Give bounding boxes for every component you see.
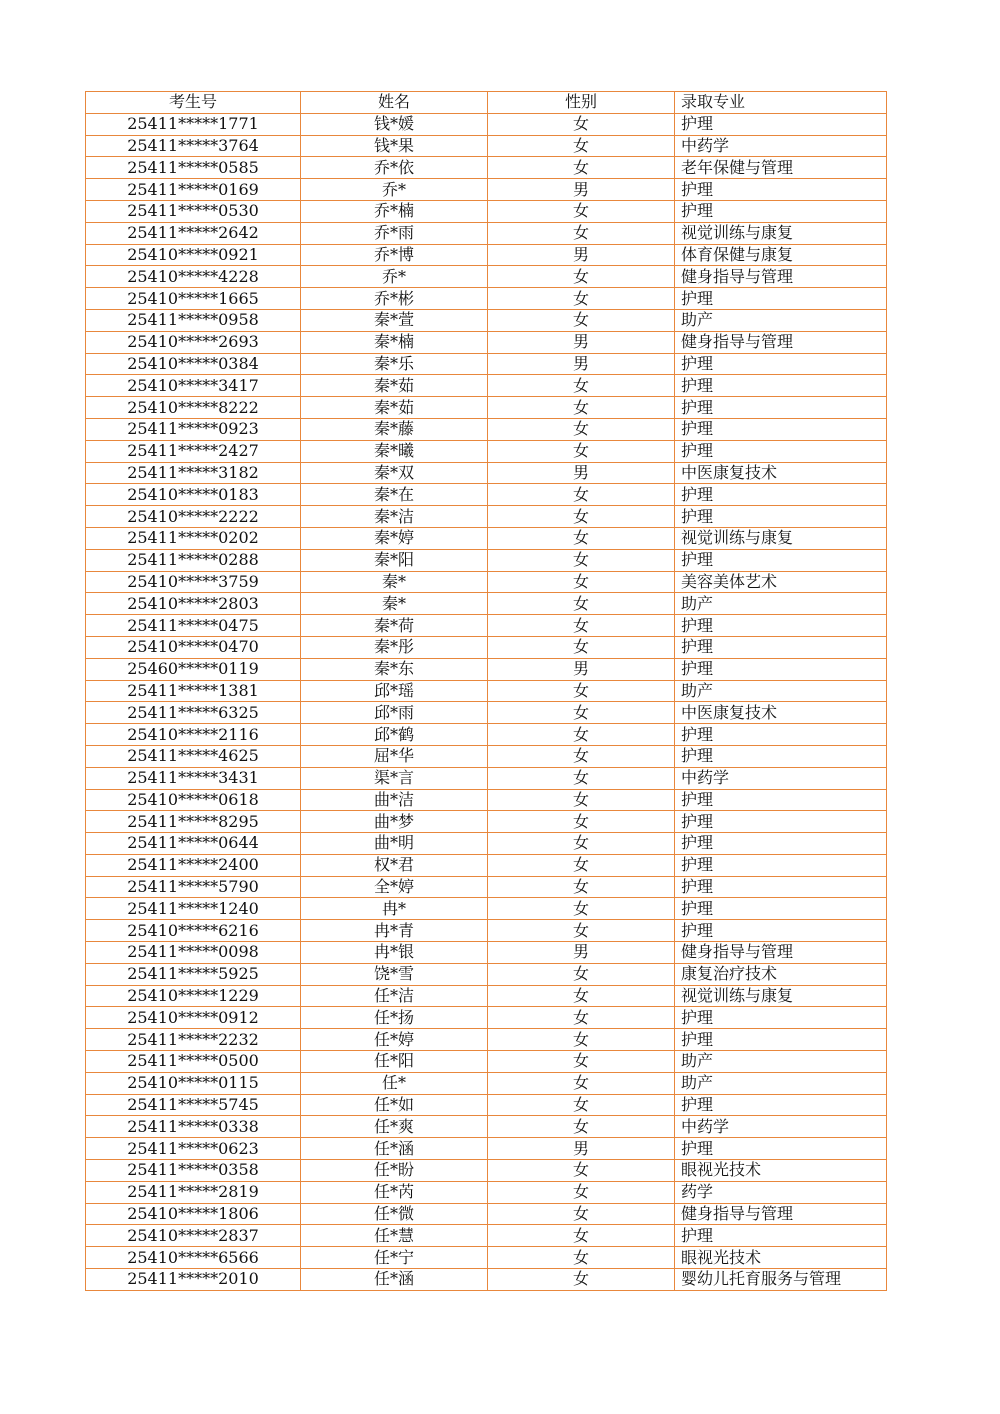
cell-major: 助产 bbox=[675, 680, 887, 702]
cell-exam-number: 25410*****0618 bbox=[86, 789, 301, 811]
cell-exam-number: 25410*****2803 bbox=[86, 593, 301, 615]
cell-name: 秦*东 bbox=[301, 658, 488, 680]
cell-exam-number: 25411*****5790 bbox=[86, 876, 301, 898]
cell-exam-number: 25410*****1665 bbox=[86, 288, 301, 310]
table-row bbox=[86, 1160, 887, 1182]
table-row bbox=[86, 1247, 887, 1269]
table-row bbox=[86, 833, 887, 855]
cell-gender: 女 bbox=[488, 418, 675, 440]
cell-major: 护理 bbox=[675, 113, 887, 135]
table-body bbox=[86, 113, 887, 1290]
cell-major: 护理 bbox=[675, 811, 887, 833]
table-row bbox=[86, 571, 887, 593]
cell-major: 护理 bbox=[675, 288, 887, 310]
cell-major: 中药学 bbox=[675, 135, 887, 157]
cell-major: 助产 bbox=[675, 309, 887, 331]
cell-exam-number: 25410*****6566 bbox=[86, 1247, 301, 1269]
table-row bbox=[86, 658, 887, 680]
table-row bbox=[86, 440, 887, 462]
cell-gender: 男 bbox=[488, 1138, 675, 1160]
cell-name: 任*如 bbox=[301, 1094, 488, 1116]
admission-table bbox=[85, 91, 887, 1291]
table-row bbox=[86, 942, 887, 964]
table-row bbox=[86, 506, 887, 528]
cell-gender: 女 bbox=[488, 506, 675, 528]
table-row bbox=[86, 113, 887, 135]
cell-gender: 女 bbox=[488, 375, 675, 397]
cell-major: 护理 bbox=[675, 1007, 887, 1029]
cell-name: 任*微 bbox=[301, 1203, 488, 1225]
cell-exam-number: 25411*****8295 bbox=[86, 811, 301, 833]
cell-major: 护理 bbox=[675, 440, 887, 462]
cell-exam-number: 25411*****0098 bbox=[86, 942, 301, 964]
table-row bbox=[86, 484, 887, 506]
cell-gender: 女 bbox=[488, 1116, 675, 1138]
table-row bbox=[86, 1051, 887, 1073]
cell-exam-number: 25410*****2116 bbox=[86, 724, 301, 746]
cell-name: 秦*曦 bbox=[301, 440, 488, 462]
table-row bbox=[86, 331, 887, 353]
cell-major: 健身指导与管理 bbox=[675, 1203, 887, 1225]
cell-gender: 女 bbox=[488, 157, 675, 179]
cell-name: 乔* bbox=[301, 266, 488, 288]
cell-major: 视觉训练与康复 bbox=[675, 222, 887, 244]
cell-name: 屈*华 bbox=[301, 745, 488, 767]
cell-gender: 男 bbox=[488, 658, 675, 680]
cell-gender: 女 bbox=[488, 702, 675, 724]
table-row bbox=[86, 309, 887, 331]
cell-gender: 女 bbox=[488, 854, 675, 876]
cell-major: 护理 bbox=[675, 418, 887, 440]
cell-gender: 女 bbox=[488, 549, 675, 571]
table-row bbox=[86, 288, 887, 310]
table-row bbox=[86, 1029, 887, 1051]
cell-name: 任*阳 bbox=[301, 1051, 488, 1073]
cell-name: 乔*雨 bbox=[301, 222, 488, 244]
table-row bbox=[86, 375, 887, 397]
cell-major: 护理 bbox=[675, 1029, 887, 1051]
cell-major: 护理 bbox=[675, 920, 887, 942]
cell-exam-number: 25411*****0475 bbox=[86, 615, 301, 637]
cell-major: 护理 bbox=[675, 1094, 887, 1116]
cell-name: 曲*明 bbox=[301, 833, 488, 855]
cell-exam-number: 25411*****2427 bbox=[86, 440, 301, 462]
cell-name: 任*芮 bbox=[301, 1181, 488, 1203]
cell-gender: 女 bbox=[488, 1160, 675, 1182]
cell-gender: 女 bbox=[488, 1181, 675, 1203]
cell-gender: 女 bbox=[488, 898, 675, 920]
cell-name: 乔*楠 bbox=[301, 200, 488, 222]
cell-name: 钱*媛 bbox=[301, 113, 488, 135]
cell-major: 护理 bbox=[675, 789, 887, 811]
cell-gender: 女 bbox=[488, 288, 675, 310]
header-gender: 性别 bbox=[488, 92, 675, 114]
cell-exam-number: 25411*****0644 bbox=[86, 833, 301, 855]
cell-gender: 女 bbox=[488, 876, 675, 898]
cell-gender: 女 bbox=[488, 789, 675, 811]
cell-gender: 男 bbox=[488, 353, 675, 375]
cell-major: 康复治疗技术 bbox=[675, 963, 887, 985]
cell-major: 护理 bbox=[675, 854, 887, 876]
cell-gender: 女 bbox=[488, 680, 675, 702]
cell-major: 中医康复技术 bbox=[675, 462, 887, 484]
table-row bbox=[86, 1094, 887, 1116]
cell-gender: 女 bbox=[488, 1007, 675, 1029]
table-row bbox=[86, 418, 887, 440]
cell-major: 护理 bbox=[675, 375, 887, 397]
cell-gender: 女 bbox=[488, 222, 675, 244]
cell-gender: 女 bbox=[488, 985, 675, 1007]
cell-gender: 女 bbox=[488, 1269, 675, 1291]
cell-major: 美容美体艺术 bbox=[675, 571, 887, 593]
cell-gender: 女 bbox=[488, 615, 675, 637]
cell-exam-number: 25411*****0500 bbox=[86, 1051, 301, 1073]
cell-exam-number: 25411*****5925 bbox=[86, 963, 301, 985]
cell-name: 全*婷 bbox=[301, 876, 488, 898]
cell-name: 秦*彤 bbox=[301, 636, 488, 658]
cell-gender: 女 bbox=[488, 135, 675, 157]
cell-name: 任*洁 bbox=[301, 985, 488, 1007]
cell-gender: 女 bbox=[488, 266, 675, 288]
cell-gender: 女 bbox=[488, 397, 675, 419]
cell-name: 权*君 bbox=[301, 854, 488, 876]
cell-major: 护理 bbox=[675, 1225, 887, 1247]
cell-major: 老年保健与管理 bbox=[675, 157, 887, 179]
cell-gender: 男 bbox=[488, 942, 675, 964]
cell-major: 护理 bbox=[675, 179, 887, 201]
cell-name: 冉*青 bbox=[301, 920, 488, 942]
table-row bbox=[86, 702, 887, 724]
cell-name: 秦* bbox=[301, 593, 488, 615]
cell-name: 曲*梦 bbox=[301, 811, 488, 833]
cell-exam-number: 25411*****4625 bbox=[86, 745, 301, 767]
cell-exam-number: 25411*****2642 bbox=[86, 222, 301, 244]
cell-name: 秦*萱 bbox=[301, 309, 488, 331]
table-row bbox=[86, 222, 887, 244]
cell-major: 护理 bbox=[675, 353, 887, 375]
table-row bbox=[86, 985, 887, 1007]
cell-exam-number: 25411*****6325 bbox=[86, 702, 301, 724]
cell-major: 眼视光技术 bbox=[675, 1247, 887, 1269]
table-row bbox=[86, 1138, 887, 1160]
cell-name: 任*涵 bbox=[301, 1269, 488, 1291]
table-row bbox=[86, 1116, 887, 1138]
cell-major: 中医康复技术 bbox=[675, 702, 887, 724]
cell-gender: 女 bbox=[488, 1072, 675, 1094]
cell-name: 乔*博 bbox=[301, 244, 488, 266]
cell-name: 冉* bbox=[301, 898, 488, 920]
table-row bbox=[86, 1203, 887, 1225]
cell-name: 饶*雪 bbox=[301, 963, 488, 985]
table-row bbox=[86, 920, 887, 942]
cell-major: 护理 bbox=[675, 397, 887, 419]
cell-gender: 女 bbox=[488, 593, 675, 615]
cell-major: 护理 bbox=[675, 1138, 887, 1160]
cell-major: 护理 bbox=[675, 724, 887, 746]
cell-exam-number: 25411*****0585 bbox=[86, 157, 301, 179]
cell-name: 乔*彬 bbox=[301, 288, 488, 310]
cell-exam-number: 25460*****0119 bbox=[86, 658, 301, 680]
cell-major: 健身指导与管理 bbox=[675, 331, 887, 353]
cell-name: 秦*藤 bbox=[301, 418, 488, 440]
cell-exam-number: 25410*****0384 bbox=[86, 353, 301, 375]
cell-gender: 女 bbox=[488, 724, 675, 746]
cell-gender: 女 bbox=[488, 113, 675, 135]
cell-name: 邱*瑶 bbox=[301, 680, 488, 702]
cell-name: 秦*在 bbox=[301, 484, 488, 506]
cell-exam-number: 25411*****0923 bbox=[86, 418, 301, 440]
header-row bbox=[86, 92, 887, 114]
cell-exam-number: 25410*****0470 bbox=[86, 636, 301, 658]
table-row bbox=[86, 135, 887, 157]
cell-name: 曲*洁 bbox=[301, 789, 488, 811]
cell-exam-number: 25410*****8222 bbox=[86, 397, 301, 419]
cell-exam-number: 25411*****0358 bbox=[86, 1160, 301, 1182]
cell-exam-number: 25410*****0115 bbox=[86, 1072, 301, 1094]
cell-exam-number: 25411*****0288 bbox=[86, 549, 301, 571]
cell-gender: 女 bbox=[488, 1094, 675, 1116]
cell-exam-number: 25411*****0958 bbox=[86, 309, 301, 331]
cell-gender: 女 bbox=[488, 1029, 675, 1051]
cell-major: 护理 bbox=[675, 636, 887, 658]
table-row bbox=[86, 854, 887, 876]
cell-name: 钱*果 bbox=[301, 135, 488, 157]
cell-gender: 女 bbox=[488, 440, 675, 462]
cell-exam-number: 25411*****2010 bbox=[86, 1269, 301, 1291]
cell-major: 助产 bbox=[675, 1051, 887, 1073]
cell-exam-number: 25411*****2819 bbox=[86, 1181, 301, 1203]
cell-name: 任*爽 bbox=[301, 1116, 488, 1138]
table-row bbox=[86, 636, 887, 658]
cell-name: 乔*依 bbox=[301, 157, 488, 179]
cell-exam-number: 25411*****0530 bbox=[86, 200, 301, 222]
cell-exam-number: 25410*****2837 bbox=[86, 1225, 301, 1247]
cell-name: 乔* bbox=[301, 179, 488, 201]
cell-exam-number: 25411*****0338 bbox=[86, 1116, 301, 1138]
table-row bbox=[86, 397, 887, 419]
cell-major: 护理 bbox=[675, 898, 887, 920]
cell-gender: 男 bbox=[488, 462, 675, 484]
cell-major: 药学 bbox=[675, 1181, 887, 1203]
cell-exam-number: 25410*****6216 bbox=[86, 920, 301, 942]
cell-exam-number: 25411*****0623 bbox=[86, 1138, 301, 1160]
cell-name: 秦*乐 bbox=[301, 353, 488, 375]
cell-gender: 女 bbox=[488, 1225, 675, 1247]
table-row bbox=[86, 157, 887, 179]
cell-name: 任*涵 bbox=[301, 1138, 488, 1160]
cell-exam-number: 25410*****1229 bbox=[86, 985, 301, 1007]
header-major: 录取专业 bbox=[675, 92, 887, 114]
cell-major: 护理 bbox=[675, 658, 887, 680]
cell-exam-number: 25410*****2222 bbox=[86, 506, 301, 528]
cell-exam-number: 25410*****3759 bbox=[86, 571, 301, 593]
cell-gender: 女 bbox=[488, 1203, 675, 1225]
cell-name: 冉*银 bbox=[301, 942, 488, 964]
cell-major: 中药学 bbox=[675, 767, 887, 789]
table-row bbox=[86, 767, 887, 789]
cell-gender: 女 bbox=[488, 745, 675, 767]
table-row bbox=[86, 789, 887, 811]
table-row bbox=[86, 963, 887, 985]
table-row bbox=[86, 1072, 887, 1094]
table-row bbox=[86, 266, 887, 288]
table-row bbox=[86, 200, 887, 222]
cell-name: 任*盼 bbox=[301, 1160, 488, 1182]
cell-major: 健身指导与管理 bbox=[675, 266, 887, 288]
cell-gender: 女 bbox=[488, 309, 675, 331]
table-row bbox=[86, 1269, 887, 1291]
table-row bbox=[86, 1007, 887, 1029]
table-row bbox=[86, 462, 887, 484]
cell-major: 护理 bbox=[675, 200, 887, 222]
cell-exam-number: 25411*****1240 bbox=[86, 898, 301, 920]
cell-gender: 女 bbox=[488, 527, 675, 549]
table-row bbox=[86, 593, 887, 615]
cell-gender: 女 bbox=[488, 920, 675, 942]
cell-name: 任*慧 bbox=[301, 1225, 488, 1247]
cell-exam-number: 25410*****0912 bbox=[86, 1007, 301, 1029]
cell-major: 护理 bbox=[675, 833, 887, 855]
cell-exam-number: 25411*****5745 bbox=[86, 1094, 301, 1116]
cell-major: 助产 bbox=[675, 1072, 887, 1094]
table-row bbox=[86, 244, 887, 266]
cell-gender: 女 bbox=[488, 811, 675, 833]
table-row bbox=[86, 1181, 887, 1203]
cell-name: 秦* bbox=[301, 571, 488, 593]
cell-name: 任*宁 bbox=[301, 1247, 488, 1269]
table-row bbox=[86, 876, 887, 898]
cell-gender: 男 bbox=[488, 179, 675, 201]
table-row bbox=[86, 549, 887, 571]
cell-exam-number: 25411*****3764 bbox=[86, 135, 301, 157]
cell-gender: 女 bbox=[488, 571, 675, 593]
header-name: 姓名 bbox=[301, 92, 488, 114]
cell-exam-number: 25411*****0169 bbox=[86, 179, 301, 201]
table-row bbox=[86, 724, 887, 746]
cell-name: 任* bbox=[301, 1072, 488, 1094]
cell-name: 秦*洁 bbox=[301, 506, 488, 528]
cell-gender: 女 bbox=[488, 484, 675, 506]
cell-name: 秦*婷 bbox=[301, 527, 488, 549]
cell-major: 护理 bbox=[675, 876, 887, 898]
cell-gender: 男 bbox=[488, 244, 675, 266]
cell-name: 渠*言 bbox=[301, 767, 488, 789]
cell-gender: 女 bbox=[488, 963, 675, 985]
cell-major: 护理 bbox=[675, 484, 887, 506]
cell-gender: 女 bbox=[488, 833, 675, 855]
cell-gender: 男 bbox=[488, 331, 675, 353]
cell-gender: 女 bbox=[488, 636, 675, 658]
cell-name: 秦*阳 bbox=[301, 549, 488, 571]
table-row bbox=[86, 1225, 887, 1247]
cell-name: 秦*楠 bbox=[301, 331, 488, 353]
cell-major: 护理 bbox=[675, 549, 887, 571]
cell-major: 视觉训练与康复 bbox=[675, 527, 887, 549]
cell-name: 任*婷 bbox=[301, 1029, 488, 1051]
cell-exam-number: 25410*****3417 bbox=[86, 375, 301, 397]
table-row bbox=[86, 615, 887, 637]
cell-gender: 女 bbox=[488, 200, 675, 222]
cell-exam-number: 25410*****0183 bbox=[86, 484, 301, 506]
cell-exam-number: 25411*****2400 bbox=[86, 854, 301, 876]
cell-name: 秦*荷 bbox=[301, 615, 488, 637]
cell-major: 体育保健与康复 bbox=[675, 244, 887, 266]
cell-name: 任*扬 bbox=[301, 1007, 488, 1029]
table-row bbox=[86, 353, 887, 375]
table-row bbox=[86, 898, 887, 920]
table-header bbox=[86, 92, 887, 114]
cell-exam-number: 25410*****1806 bbox=[86, 1203, 301, 1225]
cell-exam-number: 25411*****3431 bbox=[86, 767, 301, 789]
cell-exam-number: 25410*****2693 bbox=[86, 331, 301, 353]
cell-major: 健身指导与管理 bbox=[675, 942, 887, 964]
table-row bbox=[86, 527, 887, 549]
cell-exam-number: 25411*****0202 bbox=[86, 527, 301, 549]
cell-exam-number: 25411*****1771 bbox=[86, 113, 301, 135]
cell-major: 护理 bbox=[675, 615, 887, 637]
cell-gender: 女 bbox=[488, 767, 675, 789]
cell-exam-number: 25411*****3182 bbox=[86, 462, 301, 484]
cell-name: 邱*鹤 bbox=[301, 724, 488, 746]
table-row bbox=[86, 811, 887, 833]
cell-name: 秦*茹 bbox=[301, 375, 488, 397]
cell-major: 眼视光技术 bbox=[675, 1160, 887, 1182]
cell-name: 邱*雨 bbox=[301, 702, 488, 724]
cell-major: 中药学 bbox=[675, 1116, 887, 1138]
header-exam-number: 考生号 bbox=[86, 92, 301, 114]
cell-gender: 女 bbox=[488, 1051, 675, 1073]
table-row bbox=[86, 680, 887, 702]
cell-exam-number: 25410*****4228 bbox=[86, 266, 301, 288]
cell-major: 护理 bbox=[675, 745, 887, 767]
cell-major: 助产 bbox=[675, 593, 887, 615]
cell-gender: 女 bbox=[488, 1247, 675, 1269]
cell-exam-number: 25411*****2232 bbox=[86, 1029, 301, 1051]
cell-major: 护理 bbox=[675, 506, 887, 528]
cell-major: 婴幼儿托育服务与管理 bbox=[675, 1269, 887, 1291]
cell-major: 视觉训练与康复 bbox=[675, 985, 887, 1007]
table-row bbox=[86, 745, 887, 767]
cell-name: 秦*茹 bbox=[301, 397, 488, 419]
cell-name: 秦*双 bbox=[301, 462, 488, 484]
cell-exam-number: 25410*****0921 bbox=[86, 244, 301, 266]
cell-exam-number: 25411*****1381 bbox=[86, 680, 301, 702]
table-row bbox=[86, 179, 887, 201]
